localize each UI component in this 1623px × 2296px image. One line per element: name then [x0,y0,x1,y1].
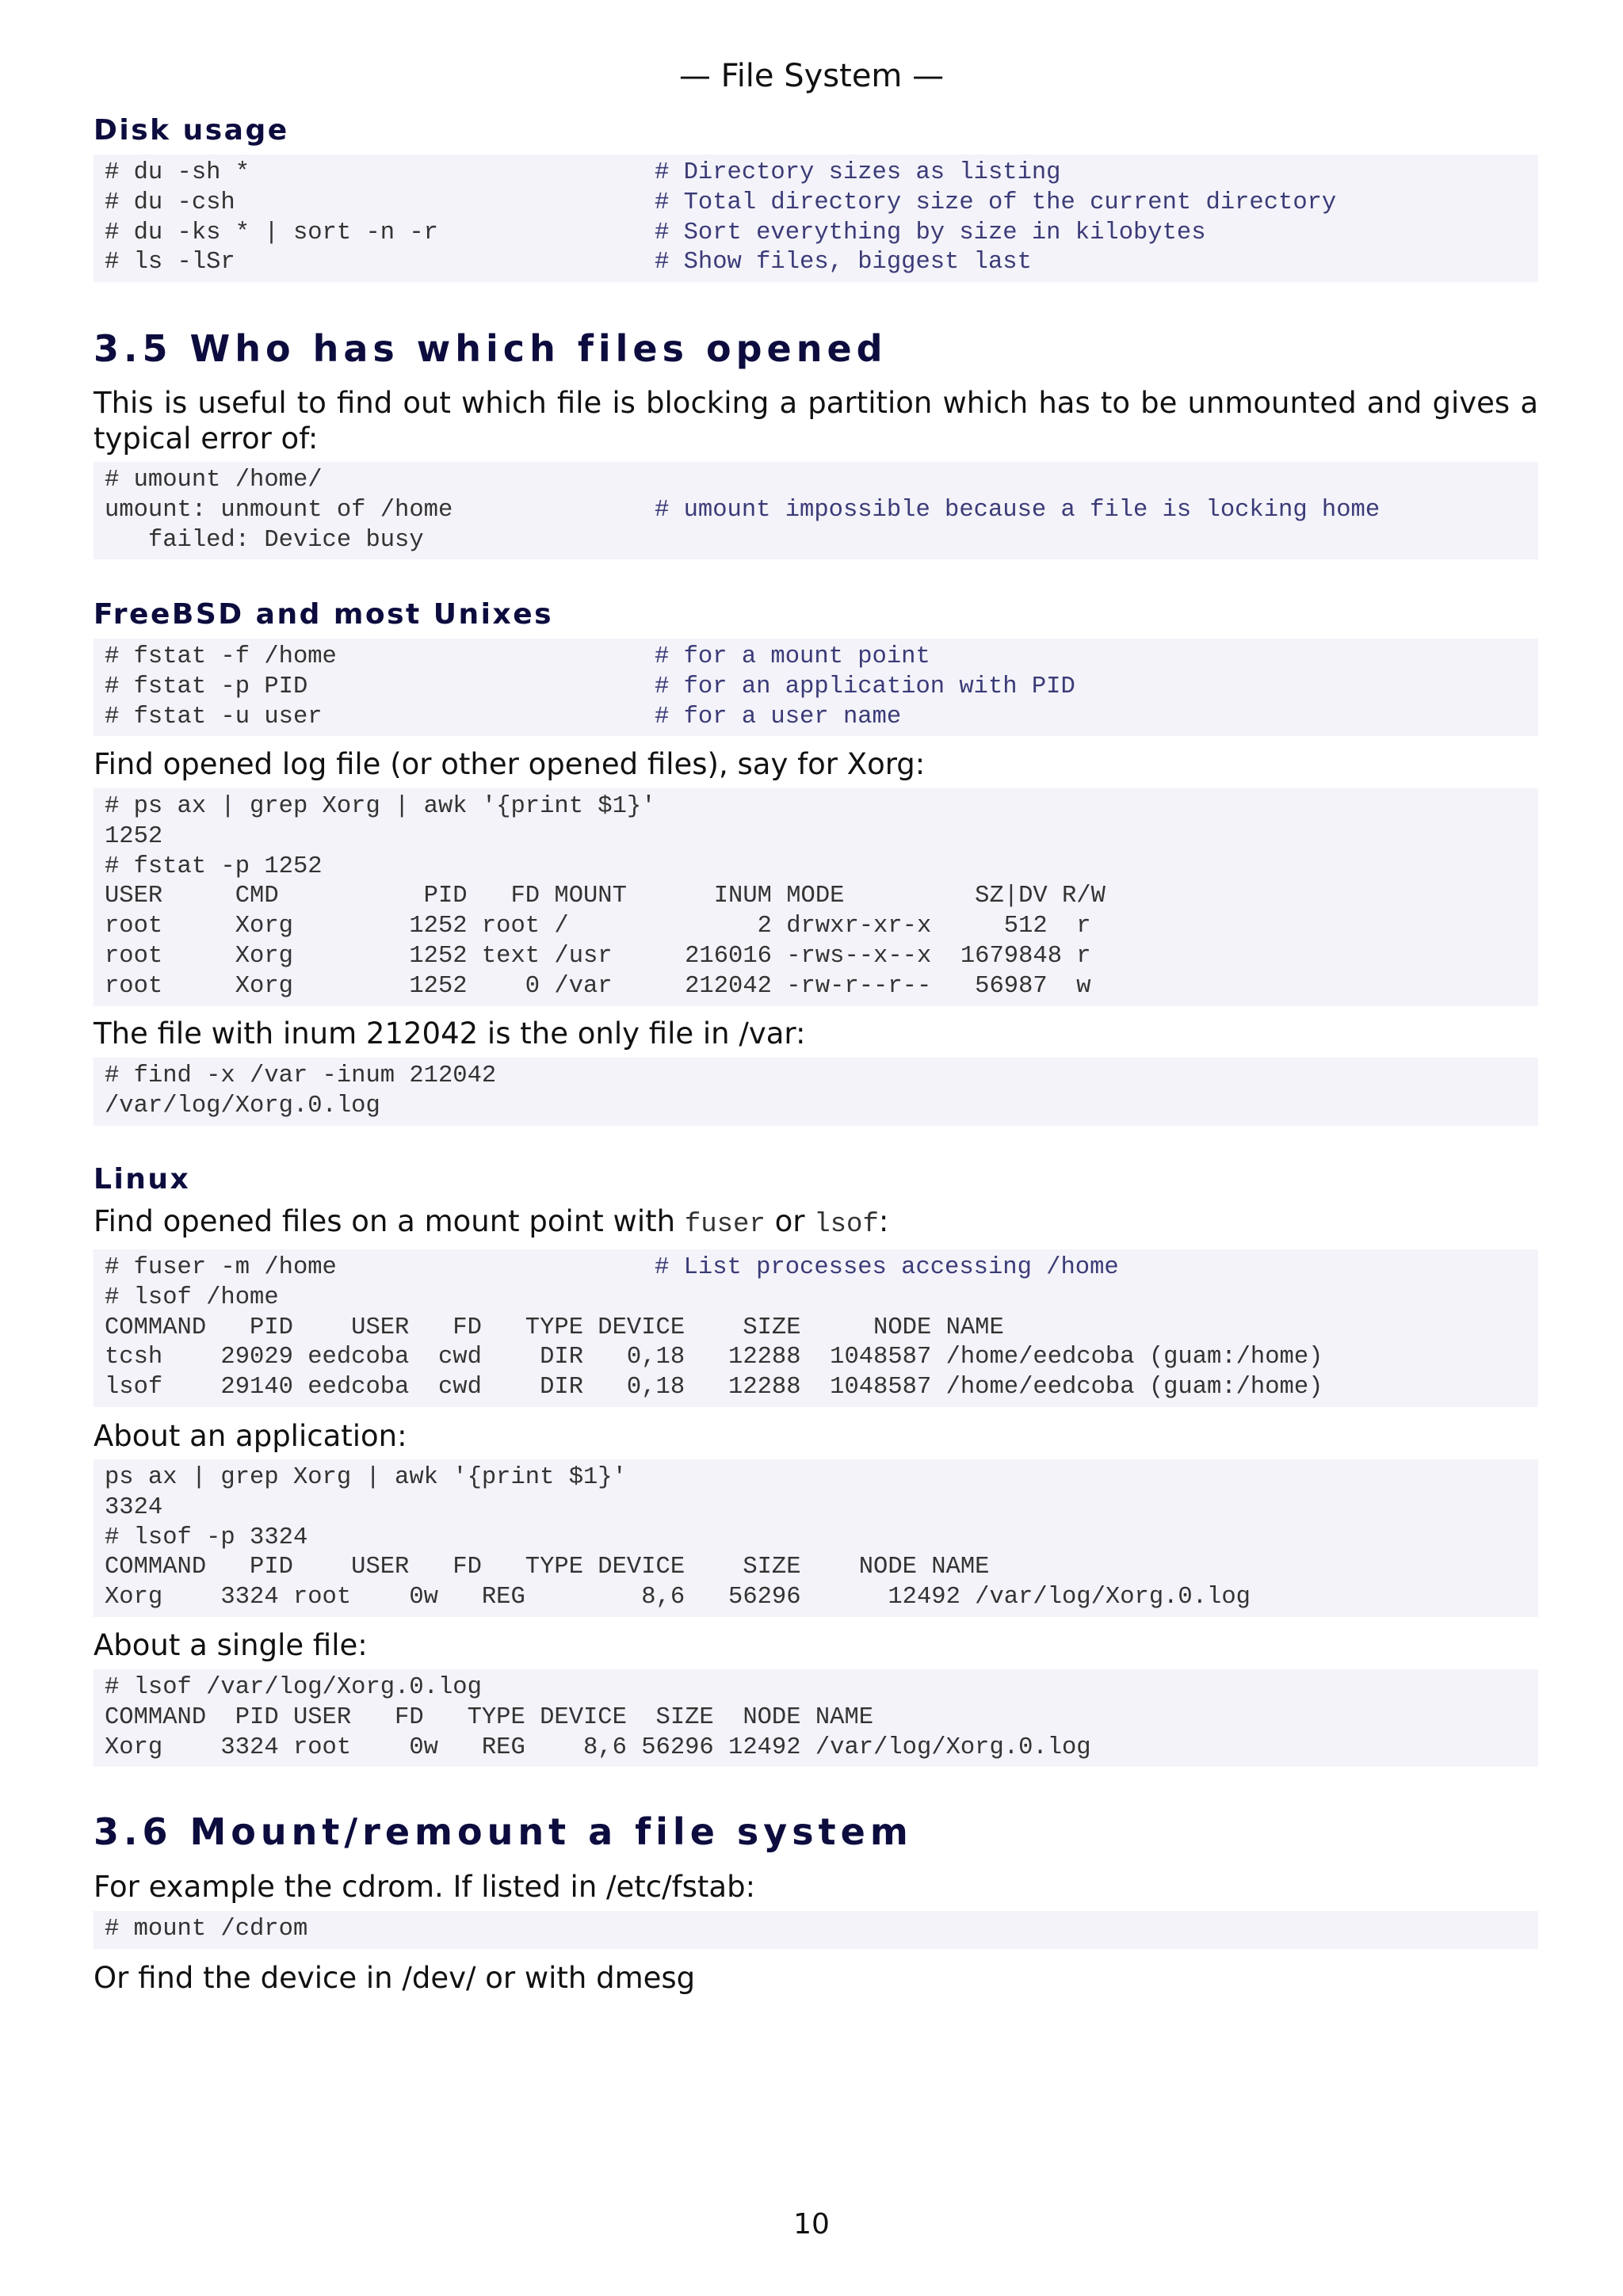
code-line: root Xorg 1252 0 /var 212042 -rw-r--r-- 56987 w [105,972,1091,1000]
code-line [105,703,1527,733]
freebsd-heading: FreeBSD and most Unixes [94,598,554,631]
inum-intro: The file with inum 212042 is the only file in /var: [94,1016,806,1051]
lsof-file-code-block [94,1669,1538,1767]
code-line: COMMAND PID USER FD TYPE DEVICE SIZE NODE NAME [105,1703,874,1731]
code-comment: # Total directory size of the current directory [655,189,1337,216]
code-line: COMMAND PID USER FD TYPE DEVICE SIZE NODE NAME [105,1554,990,1581]
code-line: # find -x /var -inum 212042 [105,1062,497,1089]
code-command: # fuser -m /home [105,1254,337,1281]
code-line: ps ax | grep Xorg | awk '{print $1}' [105,1464,627,1491]
single-file-intro: About a single file: [94,1628,368,1662]
code-line [105,219,1527,249]
linux-intro-or: or [765,1204,815,1238]
fstat-code-block [94,639,1538,736]
section-3-6-intro: For example the cdrom. If listed in /etc/fstab: [94,1870,756,1904]
code-command: # ls -lSr [105,249,235,277]
section-3-5-intro: This is useful to find out which file is blocking a partition which has to be unmounted and gives a typical error of: [94,386,1538,456]
code-command: failed: Device busy [105,526,424,554]
find-inum-code-block [94,1058,1538,1126]
code-line: Xorg 3324 root 0w REG 8,6 56296 12492 /var/log/Xorg.0.log [105,1733,1091,1761]
code-command: COMMAND PID USER FD TYPE DEVICE SIZE NODE NAME [105,1314,1004,1341]
code-line [105,496,1527,526]
code-comment: # for a mount point [655,643,930,670]
running-header: — File System — [678,58,945,94]
code-line [105,673,1527,703]
section-3-6-heading: 3.6 Mount/remount a file system [94,1810,913,1853]
code-line [105,526,1527,556]
code-command: # du -ks * | sort -n -r [105,219,438,246]
code-line: 3324 [105,1493,163,1521]
code-command: # umount /home/ [105,467,323,494]
code-line [105,189,1527,219]
code-command: tcsh 29029 eedcoba cwd DIR 0,18 12288 1048587 /home/eedcoba (guam:/home) [105,1344,1323,1371]
code-command: umount: unmount of /home [105,496,453,524]
code-line [105,466,1527,496]
application-intro: About an application: [94,1419,407,1453]
code-line: /var/log/Xorg.0.log [105,1092,380,1119]
page-number: 10 [793,2208,830,2241]
code-command: # fstat -f /home [105,643,337,670]
code-line: root Xorg 1252 root / 2 drwxr-xr-x 512 r [105,913,1091,940]
code-line [105,643,1527,673]
code-comment: # for a user name [655,703,902,730]
code-comment: # List processes accessing /home [655,1254,1119,1281]
code-comment: # Sort everything by size in kilobytes [655,219,1206,246]
code-line: # ps ax | grep Xorg | awk '{print $1}' [105,793,656,820]
code-line: 1252 [105,822,163,850]
code-line [105,1314,1527,1344]
code-line: # lsof -p 3324 [105,1524,308,1551]
code-line: root Xorg 1252 text /usr 216016 -rws--x--x 1679848 r [105,942,1091,970]
code-comment: # Directory sizes as listing [655,159,1061,186]
code-command: lsof 29140 eedcoba cwd DIR 0,18 12288 1048587 /home/eedcoba (guam:/home) [105,1374,1323,1402]
code-line: # lsof /var/log/Xorg.0.log [105,1674,482,1701]
code-line: Xorg 3324 root 0w REG 8,6 56296 12492 /var/log/Xorg.0.log [105,1584,1251,1611]
code-command: # fstat -u user [105,703,323,730]
linux-intro [94,1203,1538,1243]
code-line [105,158,1527,189]
disk-usage-code-block [94,154,1538,282]
code-line [105,1253,1527,1283]
code-line [105,248,1527,278]
code-comment: # for an application with PID [655,673,1075,700]
code-command: # du -csh [105,189,235,216]
mount-cdrom-code-block [94,1911,1538,1949]
fuser-lsof-code-block [94,1249,1538,1407]
code-line: # fstat -p 1252 [105,852,323,880]
code-command: # lsof /home [105,1283,279,1311]
fuser-inline-code: fuser [684,1210,766,1240]
umount-code-block [94,462,1538,559]
code-command: # du -sh * [105,159,250,186]
code-line [105,1373,1527,1403]
code-line [105,1283,1527,1314]
lsof-app-code-block [94,1459,1538,1617]
disk-usage-heading: Disk usage [94,114,289,147]
log-file-intro: Find opened log file (or other opened files), say for Xorg: [94,747,926,781]
section-3-5-heading: 3.5 Who has which files opened [94,327,888,370]
lsof-inline-code: lsof [814,1210,879,1240]
code-command: # fstat -p PID [105,673,308,700]
linux-heading: Linux [94,1163,191,1196]
code-line: # mount /cdrom [105,1916,308,1943]
section-3-6-outro: Or find the device in /dev/ or with dmesg [94,1961,696,1995]
linux-intro-colon: : [878,1204,889,1238]
code-comment: # Show files, biggest last [655,249,1032,277]
code-line [105,1343,1527,1373]
linux-intro-text: Find opened files on a mount point with [94,1204,685,1238]
code-comment: # umount impossible because a file is locking home [655,496,1381,524]
code-line: USER CMD PID FD MOUNT INUM MODE SZ|DV R/W [105,883,1106,910]
fstat-log-code-block [94,788,1538,1006]
